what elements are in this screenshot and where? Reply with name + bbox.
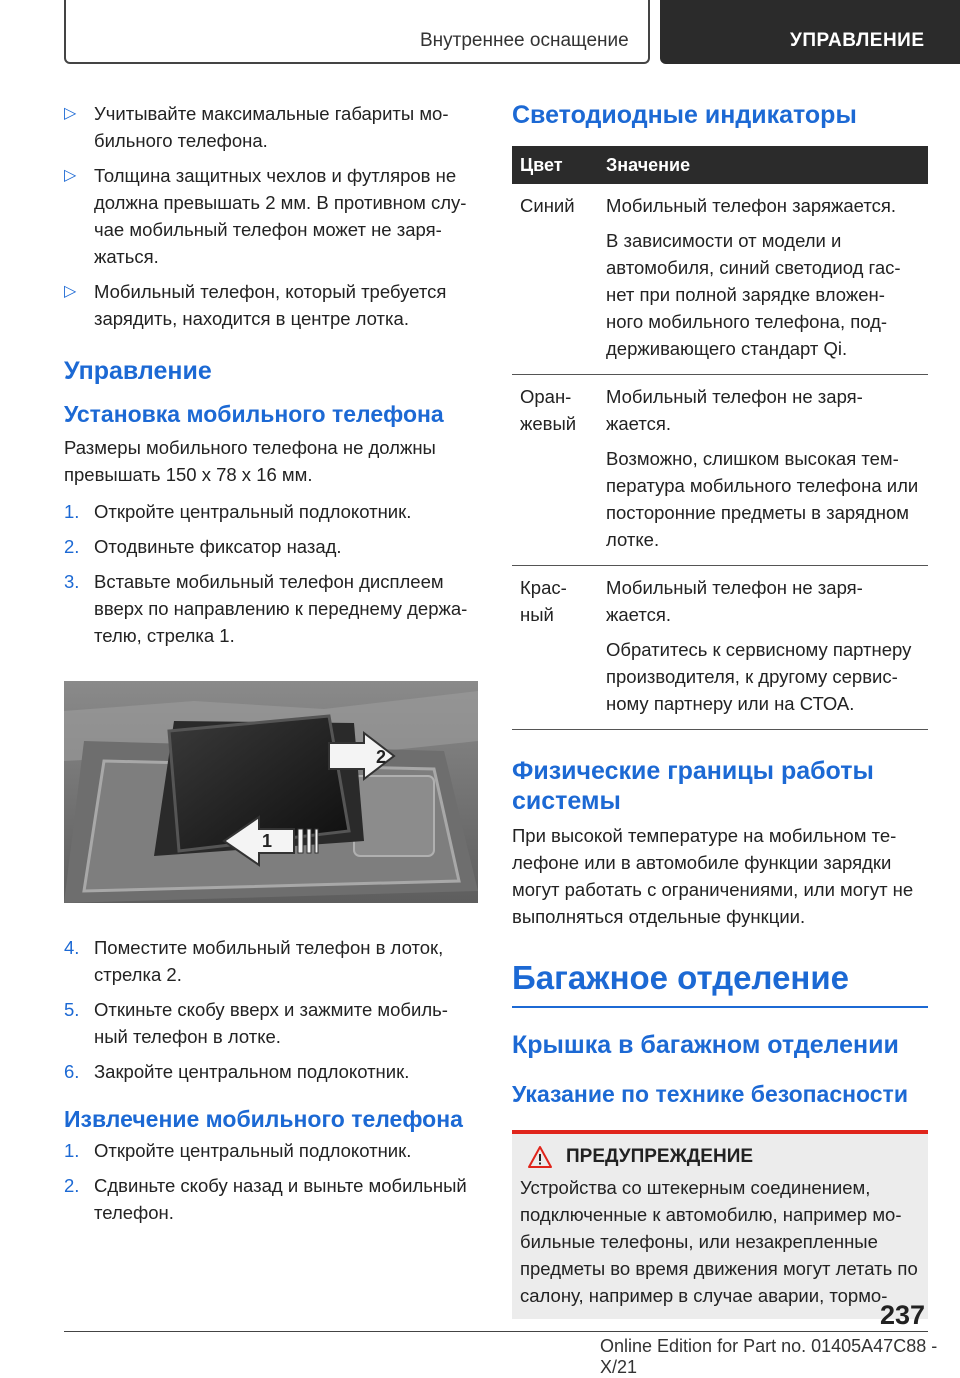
list-item: 5. Откиньте скобу вверх и зажмите мобиль-ный телефон в лотке. [64,999,448,1047]
footer-rule [64,1331,864,1332]
triangle-bullet-icon: ▷ [64,167,77,184]
led-table [512,146,928,730]
warning-box [512,1130,928,1319]
cell-meaning: Мобильный телефон не заря-жается. Возможно, слишком высокая тем-пература мобильного телефона или посторонние предметы в зарядном лотке. [598,375,928,566]
list-item: ▷ Толщина защитных чехлов и футляров не должна превышать 2 мм. В противном слу-чае мобильный телефон может не заря-жаться. [64,162,478,270]
heading-trunk: Багажное отделение [512,958,928,1008]
steps-list-b [64,934,478,1085]
warning-title: ПРЕДУПРЕЖДЕНИЕ [520,1146,920,1168]
table-row [512,184,928,375]
cell-color: Оран-жевый [512,375,598,566]
heading-control: Управление [64,357,212,385]
install-text: Размеры мобильного телефона не должны превышать 150 x 78 x 16 мм. [64,437,436,485]
cell-meaning: Мобильный телефон не заря-жается. Обратитесь к сервисному партнеру производителя, к другому сервис-ному партнеру или на СТОА. [598,566,928,730]
list-item: ▷ Учитывайте максимальные габариты мо-бильного телефона. [64,100,478,154]
heading-remove-phone: Извлечение мобильного телефона [64,1106,463,1132]
list-item: 2. Сдвиньте скобу назад и выньте мобильный телефон. [64,1175,467,1223]
list-item: 2. Отодвиньте фиксатор назад. [64,536,342,557]
left-column [64,100,478,1234]
bullet-list [64,100,478,332]
list-item: 1. Откройте центральный подлокотник. [64,501,412,522]
page-number: 237 [880,1300,926,1330]
svg-text:2: 2 [376,747,387,767]
table-header-row [512,146,928,184]
header-section-title: Внутреннее оснащение [420,30,629,51]
table-row [512,566,928,730]
header-chapter-label: УПРАВЛЕНИЕ [790,30,925,51]
column-header-meaning: Значение [598,146,928,184]
column-header-color: Цвет [512,146,598,184]
list-item: 6. Закройте центральном подлокотник. [64,1061,410,1082]
triangle-bullet-icon: ▷ [64,105,77,122]
right-column [512,100,928,1319]
list-item: ▷ Мобильный телефон, который требуется зарядить, находится в центре лотка. [64,278,478,332]
warning-triangle-icon [528,1146,552,1168]
steps-list-a [64,498,478,649]
svg-text:1: 1 [262,831,273,851]
heading-safety-note: Указание по технике безопасности [512,1081,908,1107]
list-item: 1. Откройте центральный подлокотник. [64,1140,412,1161]
heading-install-phone: Установка мобильного телефона [64,401,444,427]
triangle-bullet-icon: ▷ [64,283,77,300]
table-row [512,375,928,566]
footer-rule-right [864,1331,928,1332]
list-item: 4. Поместите мобильный телефон в лоток, стрелка 2. [64,937,444,985]
warning-text: Устройства со штекерным соединением, подключенные к автомобилю, например мо-бильные телефоны, или незакрепленные предметы во время движения могут летать по салону, например в случае аварии, тормо- [520,1177,918,1306]
heading-physical-limits: Физические границы работы системы [512,757,874,815]
heading-led-indicators: Светодиодные индикаторы [512,101,857,129]
cell-meaning: Мобильный телефон заряжается. В зависимости от модели и автомобиля, синий светодиод гас-нет при полной зарядке вложен-ного мобильного телефона, под-держивающего стандарт Qi. [598,184,928,375]
limits-text: При высокой температуре на мобильном те-лефоне или в автомобиле функции зарядки могут работать с ограничениями, или могут не выполняться отдельные функции. [512,825,914,927]
phone-tray-illustration [64,681,478,903]
cell-color: Крас-ный [512,566,598,730]
heading-trunk-cover: Крышка в багажном отделении [512,1031,899,1059]
list-item: 3. Вставьте мобильный телефон дисплеем вверх по направлению к переднему держа-телю, стрелка 1. [64,571,468,646]
cell-color: Синий [512,184,598,375]
footer-edition: Online Edition for Part no. 01405A47C88 - X/21 [600,1336,938,1377]
header-chapter-tab [660,0,960,64]
steps-list-c [64,1137,478,1226]
page-header [0,0,960,66]
